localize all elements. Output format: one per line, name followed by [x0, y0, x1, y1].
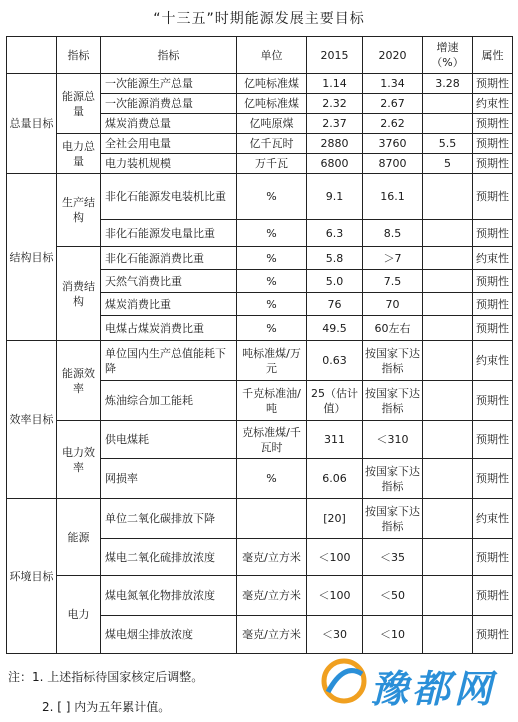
category-cell: 环境目标 [7, 499, 57, 654]
value-2015-cell: 2.37 [307, 114, 363, 134]
value-2020-cell: 8.5 [363, 220, 423, 247]
indicator-cell: 非化石能源发电量比重 [101, 220, 237, 247]
attribute-cell: 预期性 [473, 220, 513, 247]
table-row [7, 174, 513, 220]
value-2020-cell: ＜310 [363, 421, 423, 459]
value-2015-cell: 1.14 [307, 74, 363, 94]
indicator-cell: 全社会用电量 [101, 134, 237, 154]
attribute-cell: 预期性 [473, 316, 513, 341]
value-2015-cell: 6800 [307, 154, 363, 174]
growth-cell [423, 293, 473, 316]
indicator-cell: 煤电二氧化硫排放浓度 [101, 539, 237, 576]
attribute-cell: 预期性 [473, 154, 513, 174]
unit-cell: 克标准煤/千瓦时 [237, 421, 307, 459]
header-row [7, 37, 513, 74]
growth-cell: 3.28 [423, 74, 473, 94]
unit-cell: 亿吨标准煤 [237, 74, 307, 94]
subcategory-cell: 电力 [57, 576, 101, 654]
header-attribute: 属性 [473, 37, 513, 74]
attribute-cell: 预期性 [473, 270, 513, 293]
note-2: 2. [ ] 内为五年累计值。 [42, 700, 171, 714]
value-2020-cell: 1.34 [363, 74, 423, 94]
indicator-cell: 单位国内生产总值能耗下降 [101, 341, 237, 381]
growth-cell [423, 341, 473, 381]
growth-cell: 5.5 [423, 134, 473, 154]
value-2020-cell: ＜10 [363, 616, 423, 654]
growth-cell [423, 94, 473, 114]
header-2015: 2015 [307, 37, 363, 74]
value-2020-cell: ＜50 [363, 576, 423, 616]
indicator-cell: 煤电氮氧化物排放浓度 [101, 576, 237, 616]
attribute-cell: 约束性 [473, 341, 513, 381]
indicator-cell: 非化石能源消费比重 [101, 247, 237, 270]
subcategory-cell: 能源总量 [57, 74, 101, 134]
attribute-cell: 预期性 [473, 539, 513, 576]
header-indicator: 指标 [101, 37, 237, 74]
unit-cell: % [237, 247, 307, 270]
indicator-cell: 一次能源消费总量 [101, 94, 237, 114]
indicator-cell: 煤电烟尘排放浓度 [101, 616, 237, 654]
indicator-cell: 电力装机规模 [101, 154, 237, 174]
indicator-cell: 单位二氧化碳排放下降 [101, 499, 237, 539]
table-row [7, 576, 513, 616]
unit-cell: 亿吨原煤 [237, 114, 307, 134]
logo-swirl-icon [318, 652, 370, 710]
indicator-cell: 天然气消费比重 [101, 270, 237, 293]
value-2020-cell: ＞7 [363, 247, 423, 270]
indicator-cell: 一次能源生产总量 [101, 74, 237, 94]
growth-cell [423, 114, 473, 134]
unit-cell: 千克标准油/吨 [237, 381, 307, 421]
growth-cell [423, 381, 473, 421]
value-2015-cell: 76 [307, 293, 363, 316]
value-2020-cell: 按国家下达指标 [363, 381, 423, 421]
unit-cell: 亿千瓦时 [237, 134, 307, 154]
value-2015-cell: 6.06 [307, 459, 363, 499]
category-cell: 结构目标 [7, 174, 57, 341]
unit-cell: % [237, 270, 307, 293]
growth-cell [423, 576, 473, 616]
indicator-cell: 网损率 [101, 459, 237, 499]
subcategory-cell: 电力效率 [57, 421, 101, 499]
table-notes [8, 662, 203, 722]
value-2020-cell: 70 [363, 293, 423, 316]
value-2015-cell: ＜100 [307, 576, 363, 616]
indicator-cell: 炼油综合加工能耗 [101, 381, 237, 421]
subcategory-cell: 能源 [57, 499, 101, 576]
value-2020-cell: 60左右 [363, 316, 423, 341]
unit-cell: % [237, 220, 307, 247]
header-category [7, 37, 57, 74]
unit-cell: % [237, 293, 307, 316]
table-row [7, 74, 513, 94]
indicator-cell: 供电煤耗 [101, 421, 237, 459]
table-row [7, 134, 513, 154]
indicator-cell: 煤炭消费比重 [101, 293, 237, 316]
growth-cell [423, 539, 473, 576]
value-2015-cell: 49.5 [307, 316, 363, 341]
header-growth: 增速（%） [423, 37, 473, 74]
attribute-cell: 预期性 [473, 293, 513, 316]
attribute-cell: 约束性 [473, 247, 513, 270]
value-2020-cell: 7.5 [363, 270, 423, 293]
subcategory-cell: 能源效率 [57, 341, 101, 421]
value-2015-cell: ＜30 [307, 616, 363, 654]
attribute-cell: 预期性 [473, 576, 513, 616]
growth-cell [423, 220, 473, 247]
value-2020-cell: 2.62 [363, 114, 423, 134]
unit-cell: 毫克/立方米 [237, 576, 307, 616]
logo-text: 豫都网 [370, 667, 497, 711]
energy-targets-table [6, 36, 513, 654]
growth-cell [423, 316, 473, 341]
attribute-cell: 预期性 [473, 381, 513, 421]
growth-cell: 5 [423, 154, 473, 174]
value-2015-cell: 25（估计值） [307, 381, 363, 421]
value-2015-cell: 9.1 [307, 174, 363, 220]
value-2020-cell: 3760 [363, 134, 423, 154]
value-2020-cell: 16.1 [363, 174, 423, 220]
value-2015-cell: 0.63 [307, 341, 363, 381]
attribute-cell: 预期性 [473, 616, 513, 654]
subcategory-cell: 生产结构 [57, 174, 101, 247]
growth-cell [423, 616, 473, 654]
value-2015-cell: 5.8 [307, 247, 363, 270]
value-2015-cell: 2880 [307, 134, 363, 154]
value-2015-cell: [20] [307, 499, 363, 539]
attribute-cell: 预期性 [473, 459, 513, 499]
growth-cell [423, 247, 473, 270]
growth-cell [423, 499, 473, 539]
attribute-cell: 预期性 [473, 114, 513, 134]
unit-cell: % [237, 174, 307, 220]
value-2015-cell: 311 [307, 421, 363, 459]
value-2015-cell: 5.0 [307, 270, 363, 293]
unit-cell: % [237, 459, 307, 499]
growth-cell [423, 421, 473, 459]
indicator-cell: 煤炭消费总量 [101, 114, 237, 134]
note-1: 注：1. 上述指标待国家核定后调整。 [8, 670, 204, 684]
unit-cell: 亿吨标准煤 [237, 94, 307, 114]
site-logo [318, 652, 514, 710]
growth-cell [423, 459, 473, 499]
value-2020-cell: ＜35 [363, 539, 423, 576]
attribute-cell: 预期性 [473, 174, 513, 220]
value-2015-cell: 6.3 [307, 220, 363, 247]
category-cell: 总量目标 [7, 74, 57, 174]
attribute-cell: 预期性 [473, 134, 513, 154]
value-2020-cell: 按国家下达指标 [363, 459, 423, 499]
header-2020: 2020 [363, 37, 423, 74]
table-title: “十三五”时期能源发展主要目标 [153, 11, 365, 27]
unit-cell: 万千瓦 [237, 154, 307, 174]
attribute-cell: 预期性 [473, 74, 513, 94]
unit-cell: % [237, 316, 307, 341]
growth-cell [423, 270, 473, 293]
header-unit: 单位 [237, 37, 307, 74]
indicator-cell: 非化石能源发电装机比重 [101, 174, 237, 220]
value-2020-cell: 按国家下达指标 [363, 499, 423, 539]
header-indicator-group: 指标 [57, 37, 101, 74]
unit-cell: 毫克/立方米 [237, 616, 307, 654]
indicator-cell: 电煤占煤炭消费比重 [101, 316, 237, 341]
table-row [7, 421, 513, 459]
table-row [7, 499, 513, 539]
subcategory-cell: 消费结构 [57, 247, 101, 341]
value-2020-cell: 按国家下达指标 [363, 341, 423, 381]
growth-cell [423, 174, 473, 220]
attribute-cell: 约束性 [473, 499, 513, 539]
unit-cell [237, 499, 307, 539]
attribute-cell: 约束性 [473, 94, 513, 114]
unit-cell: 吨标准煤/万元 [237, 341, 307, 381]
subcategory-cell: 电力总量 [57, 134, 101, 174]
attribute-cell: 预期性 [473, 421, 513, 459]
value-2015-cell: 2.32 [307, 94, 363, 114]
value-2020-cell: 2.67 [363, 94, 423, 114]
value-2020-cell: 8700 [363, 154, 423, 174]
table-row [7, 341, 513, 381]
unit-cell: 毫克/立方米 [237, 539, 307, 576]
category-cell: 效率目标 [7, 341, 57, 499]
table-row [7, 247, 513, 270]
value-2015-cell: ＜100 [307, 539, 363, 576]
